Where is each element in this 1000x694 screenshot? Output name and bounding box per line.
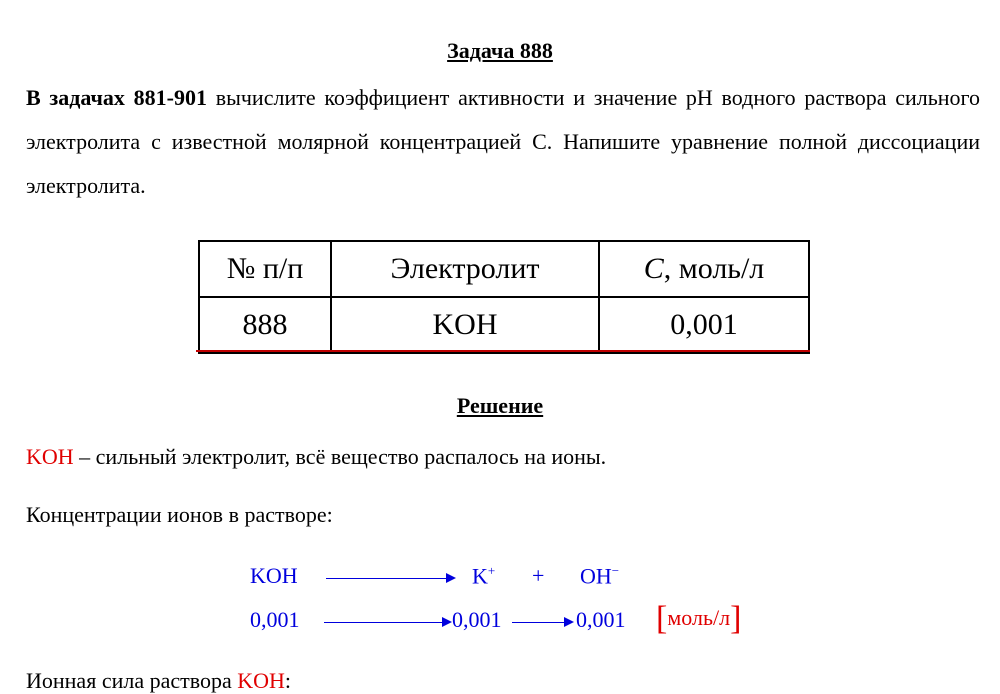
parameters-table [198,240,810,354]
task-statement [26,76,980,208]
eq2-c1: 0,001 [250,607,300,632]
header-number: № п/п [199,241,331,297]
task-text: вычислите коэффициент активности и значение pH водного раствора сильного электролита с известной молярной концентрацией C. Напишите уравнение полной диссоциации электролита. [26,85,981,198]
eq2-arrow-2 [512,622,572,623]
header-electrolyte: Электролит [331,241,599,297]
task-range: В задачах 881-901 [26,85,207,110]
eq2-c3: 0,001 [576,607,626,632]
task-title: Задача 888 [447,38,553,63]
eq1-ion1: K+ [472,563,496,589]
table-row [199,297,809,353]
eq1-left: KOH [250,563,298,588]
table-header-row [199,241,809,297]
eq2-arrow-1 [324,622,450,623]
cell-electrolyte: KOH [331,297,599,353]
cell-number: 888 [199,297,331,353]
eq2-unit: [моль/л] [656,600,742,637]
eq2-c2: 0,001 [452,607,502,632]
solution-line-1-text: – сильный электролит, всё вещество распалось на ионы. [73,444,607,469]
eq1-arrow [326,578,454,579]
eq1-ion2: OH− [580,563,620,589]
eq1-plus: + [532,563,545,588]
formula-koh: KOH [26,444,74,469]
header-concentration: C, моль/л [599,241,809,297]
solution-title: Решение [456,393,544,418]
cell-concentration: 0,001 [599,297,809,353]
solution-line-1 [26,444,606,470]
solution-line-3: Ионная сила раствора KOH: [26,668,292,693]
solution-line-2: Концентрации ионов в растворе: [26,502,333,527]
formula-koh-2: KOH [237,668,285,693]
table-underline [196,350,810,352]
